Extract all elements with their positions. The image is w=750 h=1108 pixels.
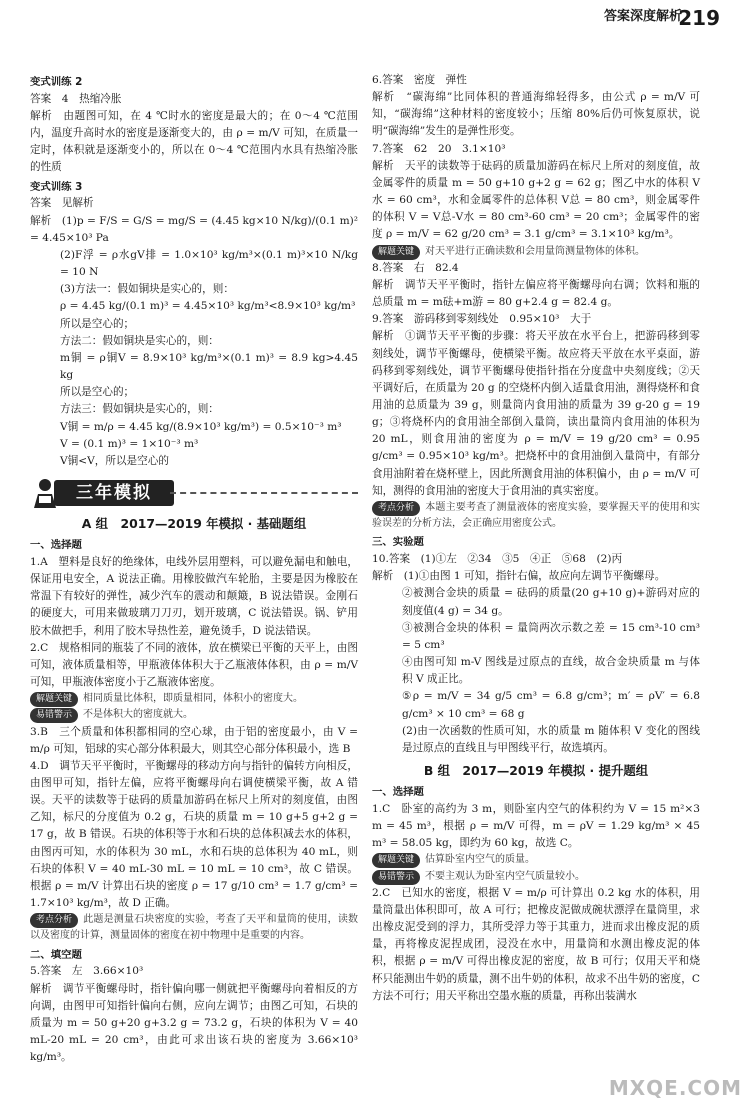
q10-line: ④由图可知 m-V 图线是过原点的直线，故合金块质量 m 与体积 V 成正比。: [402, 656, 700, 686]
v2-answer: 答案 4 热缩冷胀: [30, 92, 122, 105]
section-heading: 三、实验题: [372, 536, 424, 549]
tip-text: 不要主观认为卧室内空气质量较小。: [425, 870, 586, 882]
question-1: 1.A 塑料是良好的绝缘体，电线外层用塑料，可以避免漏电和触电，保证用电安全，A 说法正确。用橡胶做汽车轮胎，主要是因为橡胶在常温下有较好的弹性，减少汽车的震动和颠簸，B 说法错误。金刚石的硬度大，可用来做玻璃刀刀刃，划开玻璃，C 说法错误。锅、铲用胶木做把手，利用了胶木导热性差，避免烫手，D 说法错误。: [30, 555, 358, 637]
question-6-analysis: 解析 “碳海绵”比同体积的普通海绵轻得多，由公式 ρ = m/V 可知，“碳海绵”这种材料的密度较小；压缩 80%后仍可恢复原状，说明“碳海绵”发生的是弹性形变。: [372, 91, 700, 138]
v2-title: 变式训练 2: [30, 76, 83, 88]
q10-line: ②被测合金块的质量 = 砝码的质量(20 g+10 g)+游码对应的刻度值(4 g) = 34 g。: [402, 587, 700, 617]
v3-line: (3)方法一：假如铜块是实心的，则：: [60, 283, 234, 296]
v2-analysis: 解析 由题图可知，在 4 ℃时水的密度是最大的；在 0～4 ℃范围内，温度升高时水的密度是逐渐变大的，由 ρ = m/V 可知，在质量一定时，体积就是逐渐变小的，所以在 0～4 ℃范围内水具有热缩冷胀的性质: [30, 110, 358, 174]
v3-line: 解析 (1)p = F/S = G/S = mg/S = (4.45 kg×10 N/kg)/(0.1 m)² = 4.45×10³ Pa: [30, 214, 358, 244]
tip-text: 对天平进行正确读数和会用量筒测量物体的体积。: [425, 245, 646, 257]
question-8: 8.答案 右 82.4: [372, 261, 459, 274]
header-title: 答案深度解析: [603, 9, 682, 24]
left-column: [30, 72, 358, 1066]
tip-tag: 考点分析: [372, 501, 420, 516]
question-3: 3.B 三个质量和体积都相同的空心球，由于铝的密度最小，由 V = m/ρ 可知，铝球的实心部分体积最大，则其空心部分体积最小，选 B: [30, 725, 358, 755]
tip-text: 相同质量比体积，即质量相同，体积小的密度大。: [83, 693, 304, 705]
question-7: 7.答案 62 20 3.1×10³: [372, 142, 506, 155]
v3-title: 变式训练 3: [30, 180, 83, 193]
tip-row: [372, 852, 700, 868]
question-2: 2.C 规格相同的瓶装了不同的液体，放在横梁已平衡的天平上，由图可知，液体质量相等，甲瓶液体体积大于乙瓶液体体积，由 ρ = m/V 可知，甲瓶液体密度小于乙瓶液体密度。: [30, 641, 358, 688]
tip-text: 此题是测量石块密度的实验，考查了天平和量筒的使用，读数以及密度的计算，测量固体的密度在初中物理中是重要的内容。: [30, 914, 358, 942]
banner-divider: [170, 492, 358, 494]
tip-tag: 易错警示: [30, 708, 78, 723]
tip-row: [30, 707, 358, 723]
q10-line: (2)由一次函数的性质可知，水的质量 m 随体积 V 变化的图线是过原点的直线且与甲图线平行，故选填丙。: [402, 724, 700, 754]
tip-row: [372, 869, 700, 885]
question-10: 10.答案 (1)①左 ②34 ③5 ④正 ⑤68 (2)丙: [372, 553, 623, 566]
section-heading: 二、填空题: [30, 948, 82, 961]
tip-text: 估算卧室内空气的质量。: [425, 854, 536, 866]
right-column: [372, 72, 700, 1005]
question-4: 4.D 调节天平平衡时，平衡螺母的移动方向与指针的偏转方向相反，由图甲可知，指针左偏，应将平衡螺母向右调使横梁平衡，故 A 错误。天平的读数等于砝码的质量加游码在标尺上所对的刻度值，由图乙知，标尺的分度值为 0.2 g，石块的质量 m = 10 g+5 g+2 g = 17 g，故 B 错误。石块的体积等于水和石块的总体积减去水的体积，由图丙可知，水的体积为 30 mL，水和石块的总体积为 40 mL，则石块的体积 V = 40 mL-30 mL = 10 mL = 10 cm³，故 C 错误。根据 ρ = m/V 计算出石块的密度 ρ = 17 g/10 cm³ = 1.7 g/cm³ = 1.7×10³ kg/m³，故 D 正确。: [30, 759, 358, 910]
group-a-title: A 组 2017—2019 年模拟 · 基础题组: [81, 515, 307, 531]
question-6: 6.答案 密度 弹性: [372, 74, 467, 86]
v3-line: 所以是空心的；: [60, 386, 135, 399]
page-header: [0, 0, 750, 30]
v3-line: V = (0.1 m)³ = 1×10⁻³ m³: [60, 437, 199, 450]
question-b1: 1.C 卧室的高约为 3 m，则卧室内空气的体积约为 V = 15 m²×3 m = 45 m³，根据 ρ = m/V 可得，m = ρV = 1.29 kg/m³ × 45 m³ = 58.05 kg，即约为 60 kg，故选 C。: [372, 802, 700, 850]
tip-text: 不是体积大的密度就大。: [83, 709, 194, 721]
v3-line: 所以是空心的；: [60, 317, 135, 330]
q10-line: 解析 (1)①由图 1 可知，指针右偏，故应向左调节平衡螺母。: [372, 570, 666, 583]
q10-line: ⑤ρ = m/V = 34 g/5 cm³ = 6.8 g/cm³；m′ = ρV′ = 6.8 g/cm³ × 10 cm³ = 68 g: [402, 690, 700, 720]
question-8-analysis: 解析 调节天平平衡时，指针左偏应将平衡螺母向右调；饮料和瓶的总质量 m = m砝+m游 = 80 g+2.4 g = 82.4 g。: [372, 278, 700, 309]
tip-tag: 解题关键: [372, 245, 420, 260]
tip-tag: 易错警示: [372, 870, 420, 885]
group-b-title: B 组 2017—2019 年模拟 · 提升题组: [423, 763, 649, 779]
tip-tag: 考点分析: [30, 913, 78, 928]
v3-line: ρ = 4.45 kg/(0.1 m)³ = 4.45×10³ kg/m³<8.9×10³ kg/m³: [60, 300, 356, 313]
tip-row: [30, 691, 358, 707]
watermark: MXQE.COM: [608, 1075, 742, 1100]
question-5: 5.答案 左 3.66×10³: [30, 965, 144, 978]
v3-line: (2)F浮 = ρ水gV排 = 1.0×10³ kg/m³×(0.1 m)³×10 N/kg = 10 N: [60, 248, 358, 279]
v3-line: m铜 = ρ铜V = 8.9×10³ kg/m³×(0.1 m)³ = 8.9 kg>4.45 kg: [60, 351, 358, 382]
tip-tag: 解题关键: [372, 853, 420, 868]
tip-text: 本题主要考查了测量液体的密度实验，要掌握天平的使用和实验误差的分析方法，会正确应用密度公式。: [372, 501, 700, 530]
q10-line: ③被测合金块的体积 = 量筒两次示数之差 = 15 cm³-10 cm³ = 5 cm³: [402, 621, 700, 651]
question-9: 9.答案 游码移到零刻线处 0.95×10³ 大于: [372, 313, 592, 326]
tip-row: [30, 912, 358, 944]
v3-line: V铜<V，所以是空心的: [60, 454, 169, 467]
banner-title: 三年模拟: [54, 480, 174, 506]
tip-row: [372, 500, 700, 532]
tip-tag: 解题关键: [30, 692, 78, 707]
page-number: 219: [678, 6, 720, 30]
v3-line: V铜 = m/ρ = 4.45 kg/(8.9×10³ kg/m³) = 0.5×10⁻³ m³: [60, 420, 342, 433]
section-heading: 一、选择题: [30, 539, 82, 552]
section-banner: [30, 476, 358, 510]
question-5-analysis: 解析 调节平衡螺母时，指针偏向哪一侧就把平衡螺母向着相反的方向调，由图甲可知指针偏向右侧，应向左调节；由图乙可知，石块的质量为 m = 50 g+20 g+3.2 g = 73.2 g，石块的体积为 V = 40 mL-20 mL = 20 cm³，由此可求出该石块的密度为 3.66×10³ kg/m³。: [30, 982, 358, 1064]
v3-line: 方法二：假如铜块是实心的，则：: [60, 334, 219, 347]
question-7-analysis: 解析 天平的读数等于砝码的质量加游码在标尺上所对的刻度值，故金属零件的质量 m = 50 g+10 g+2 g = 62 g；图乙中水的体积 V水 = 60 cm³，水和金属零件的总体积 V总 = 80 cm³，则金属零件的体积 V = V总-V水 = 80 cm³-60 cm³ = 20 cm³；金属零件的密度 ρ = m/V = 62 g/20 cm³ = 3.1 g/cm³ = 3.1×10³ kg/m³。: [372, 159, 700, 241]
v3-answer: 答案 见解析: [30, 197, 94, 210]
section-heading: 一、选择题: [372, 786, 424, 799]
tip-row: [372, 244, 700, 260]
question-b2: 2.C 已知水的密度，根据 V = m/ρ 可计算出 0.2 kg 水的体积，用量筒量出体积即可，故 A 可行；把橡皮泥做成碗状漂浮在量筒里，求出橡皮泥受到的浮力，其所受浮力等于其重力，进而求出橡皮泥的质量，再将橡皮泥捏成团，浸没在水中，用量筒和水测出橡皮泥的体积，根据 ρ = m/V 可得出橡皮泥的密度，故 B 可行；仅用天平和烧杯只能测出牛奶的质量，测不出牛奶的体积，故求不出牛奶的密度，C 方法不可行；用天平称出空墨水瓶的质量，再称出装满水: [372, 886, 700, 1002]
question-9-analysis: 解析 ①调节天平平衡的步骤：将天平放在水平台上，把游码移到零刻线处，调节平衡螺母，使横梁平衡。故应将天平放在水平桌面，游码移到零刻线处，调节平衡螺母使指针指在分度盘中央刻度线；②天平调好后，在质量为 20 g 的空烧杯内倒入适量食用油，测得烧杯和食用油的总质量为 39 g，则量筒内食用油的质量为 39 g-20 g = 19 g；③将烧杯内的食用油全部倒入量筒，读出量筒内食用油的体积为 20 mL，则食用油的密度为 ρ = m/V = 19 g/20 cm³ = 0.95 g/cm³ = 0.95×10³ kg/m³。把烧杯中的食用油倒入量筒中，有部分食用油附着在烧杯壁上，因此所测食用油的体积偏小，由 ρ = m/V 可知，测得的食用油的密度大于食用油的真实密度。: [372, 330, 700, 497]
v3-line: 方法三：假如铜块是实心的，则：: [60, 403, 219, 416]
